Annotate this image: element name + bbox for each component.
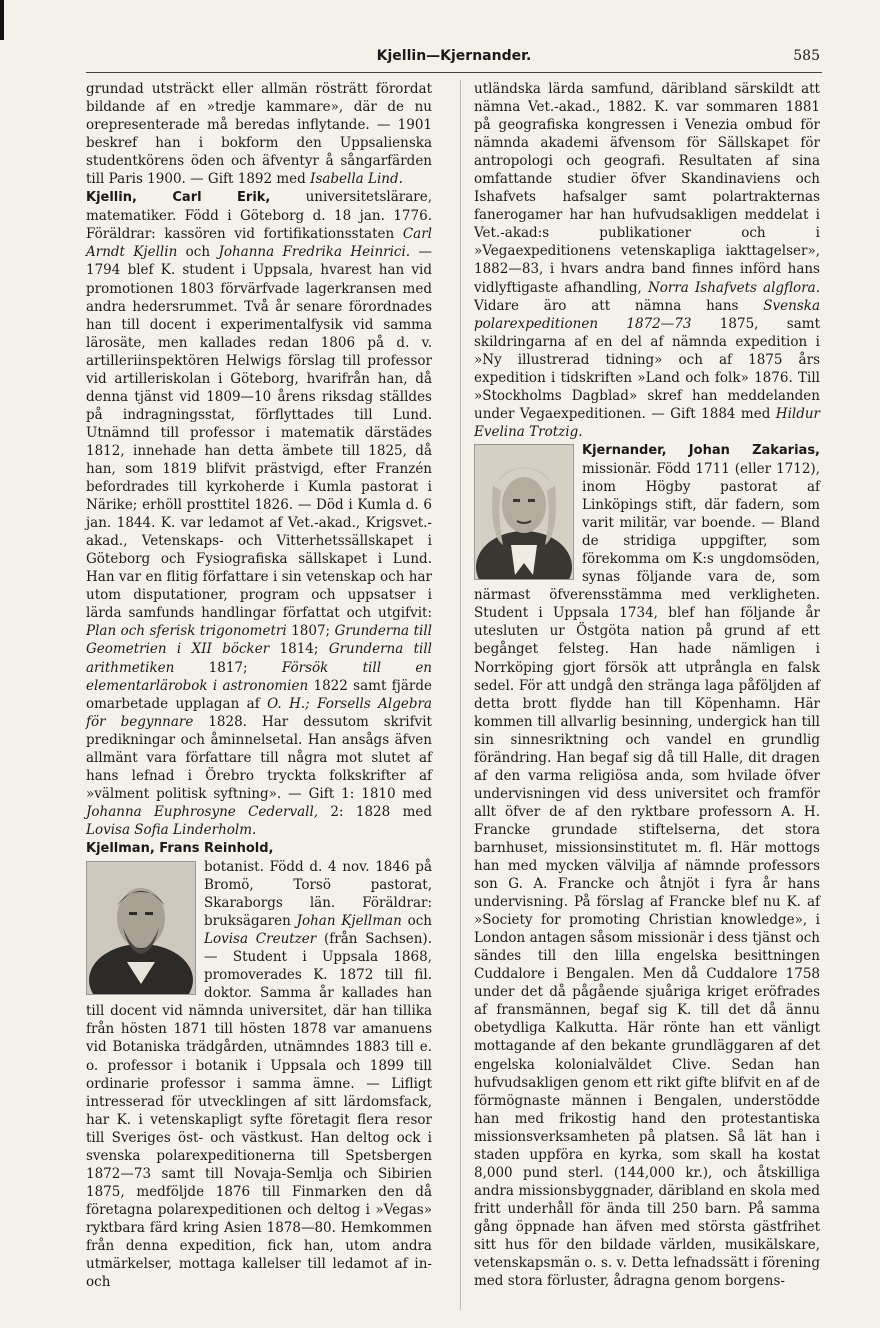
entry-text: 1814; <box>269 641 329 658</box>
entry-text: 1822 samt fjärde omarbetade upplagan af <box>86 677 432 712</box>
entry-text: 1817; <box>174 659 282 676</box>
work-title: Norra Ishafvets algflora. <box>647 279 820 296</box>
binding-edge <box>0 0 4 40</box>
work-title: Grunderna till arithmetiken <box>86 641 432 676</box>
page-header <box>86 48 822 70</box>
mother-name: Johanna Fredrika Heinrici. <box>218 244 411 261</box>
entry-text: missionär. Född 1711 (eller 1712), inom Högby pastorat af Linköpings stift, där fadern, som varit militär, var boende. — Bland de stridiga uppgifter, som förekomma om K:s ungdomsöden, synas följande vara de, som närmast öfverensstämma med verkligheten. Student i Uppsala 1734, blef han följande år utesluten ur Östgöta nation på grund af ett begånget felsteg. Han hade nämligen i Norrköping gjort försök att utprångla en falsk sedel. För att undgå den stränga laga påföljden af detta brott flydde han till Köpenhamn. Här kommen till allvarlig besinning, undergick han till sin sinnesriktning och vandel en grundlig förändring. Han begaf sig då till Halle, dit dragen af den varma religiösa anda, som hvilade öfver undervisningen vid dess universitet och framför allt öfver de af den ryktbare professorn A. H. Francke grundade stiftelserna, det stora barnhuset, missionsinstitutet m. fl. Här mottogs han med mycken välvilja af nämnde professors son G. A. Francke och åtnjöt i fyra år hans undervisning. På förslag af Francke blef nu K. af »Society for promoting Christian knowledge», i London antagen såsom missionär i dess tjänst och sändes till den lilla engelska besittningen Cuddalore i Bengalen. Men då Cuddalore 1758 under det då pågående sjuåriga kriget eröfrades af fransmännen, begaf sig K. till det då ännu obetydliga Kalkutta. Här rönte han ett vänligt mottagande af den bekante grundläggaren af det engelska kolonialväldet Clive. Sedan han hufvudsakligen genom ett rikt gifte blifvit en af de förmögnaste männen i Bengalen, understödde han med frikostig hand den protestantiska missionsverksamheten på platsen. Så lät han i staden uppföra en kyrka, som skall ha kostat 8,000 pund sterl. (144,000 kr.), och åtskilliga andra missionsbyggnader, däribland en skola med fritt underhåll för ända till 250 barn. På samma gång öppnade han äfven med största gästfrihet sitt hus för den bildade världen, musikälskare, vetenskapsmän o. s. v. Detta lefnadssätt i förening med stora förluster, ådragna genom borgens- <box>474 460 820 1290</box>
entry-text: och <box>177 244 219 261</box>
mother-name: Lovisa Creutzer <box>204 931 317 948</box>
entry-text: (från Sachsen). — Student i Uppsala 1868, promoverades K. 1872 till fil. doktor. Samma år kallades han till docent vid nämnda universitet, där han tillika från hösten 1871 till hösten 1878 var amanuens vid Botaniska trädgården, utnämndes 1883 till e. o. professor i botanik i Uppsala och 1899 till ordinarie professor i samma ämne. — Lifligt intresserad för utvecklingen af sitt lärdomsfack, har K. i vetenskapligt syfte företagit flera resor till Sveriges öst- och västkust. Han deltog ock i svenska polarexpeditionerna till Spetsbergen 1872—73 samt till Novaja-Semlja och Sibirien 1875, medföljde 1876 till Finmarken den då företagna polarexpeditionen och deltog i »Vegas» ryktbara färd kring Asien 1878—80. Hemkommen från denna expedition, fick han, utom andra utmärkelser, mottaga kallelser till ledamot af in- och <box>86 931 432 1291</box>
entry-text: 2: 1828 med <box>318 803 432 820</box>
column-divider <box>460 80 461 1310</box>
portrait-kjellman <box>86 861 196 995</box>
entry-text: botanist. Född d. 4 nov. 1846 på Bromö, Torsö pastorat, Skaraborgs län. Föräldrar: bruksägaren <box>204 859 432 930</box>
entry-continuation <box>86 80 432 188</box>
entry-text: och <box>401 913 432 930</box>
left-column <box>86 80 432 1291</box>
father-name: Johan Kjellman <box>296 913 402 930</box>
entry-text: universitetslärare, matematiker. Född i Göteborg d. 18 jan. 1776. Föräldrar: kassören vid fortifikationsstaten <box>86 189 432 243</box>
spouse-name: Johanna Euphrosyne Cedervall, <box>86 803 319 820</box>
entry-text: 1807; <box>286 623 335 640</box>
entry-headword: Kjellman, Frans Reinhold, <box>86 840 274 856</box>
running-head: Kjellin—Kjernander. <box>376 48 532 64</box>
entry-kjernander <box>474 441 820 1290</box>
entry-text: — 1794 blef K. student i Uppsala, hvarest han vid promotionen 1803 förvärfvade lagerkransen med andra hedersrummet. Två år senare förordnades han till docent i experimentalfysik vid samma lärosäte, men kallades redan 1806 på d. v. artilleriinspektören Helwigs förslag till professor vid artilleriskolan i Göteborg, hvarifrån han, då denna tjänst vid 1809—10 årens riksdag ställdes på indragningsstat, förflyttades till Lund. Utnämnd till professor i matematik därstädes 1812, innehade han detta ämbete till 1825, då han, som 1819 blifvit prästvigd, efter Franzén befordrades till kyrkoherde i Kumla pastorat i Närike; erhöll prosttitel 1826. — Död i Kumla d. 6 jan. 1844. K. var ledamot af Vet.-akad., Krigsvet.-akad., Vetenskaps- och Vitterhetssällskapet i Göteborg och Fysiografiska sällskapet i Lund. Han var en flitig författare i sin vetenskap och har utom disputationer, program och uppsatser i lärda samfunds handlingar författat och utgifvit: <box>86 244 432 622</box>
entry-text: grundad utsträckt eller allmän rösträtt förordat bildande af en »tredje kammare», där de nu orepresenterade må beredas inflytande. — 1901 beskref han i bokform den Uppsalienska studentkörens öden och äfventyr å sångarfärden till Paris 1900. — Gift 1892 med <box>86 81 432 188</box>
spouse-name: Lovisa Sofia Linderholm. <box>86 821 257 838</box>
entry-headword: Kjellin, Carl Erik, <box>86 190 271 206</box>
spouse-name: Hildur Evelina Trotzig. <box>474 405 820 440</box>
portrait-illustration <box>475 445 573 579</box>
work-title: Försök till en elementarlärobok i astronomien <box>86 659 432 694</box>
portrait-kjernander <box>474 444 574 580</box>
entry-text: utländska lärda samfund, däribland särskildt att nämna Vet.-akad., 1882. K. var sommaren 1881 på geografiska kongressen i Venezia ombud för nämnda akademi äfvensom för Sällskapet för antropologi och geografi. Resultaten af sina omfattande studier öfver Skandinaviens och Ishafvets hafsalger samt polartrakternas fanerogamer har han hufvudsakligen meddelat i Vet.-akad:s publikationer och i »Vegaexpeditionens vetenskapliga iakttagelser», 1882—83, i hvars andra band finnes införd hans vidlyftigaste afhandling, <box>474 81 820 296</box>
entry-text: Vidare äro att nämna hans <box>474 297 764 314</box>
entry-text: 1875, samt skildringarna af en del af nämnda expedition i »Ny illustrerad tidning» och af 1875 års expedition i tidskriften »Land och folk» 1876. Till »Stockholms Dagblad» skref han meddelanden under Vegaexpeditionen. — Gift 1884 med <box>474 315 821 422</box>
portrait-illustration <box>87 862 195 994</box>
header-rule <box>86 72 822 73</box>
father-name: Carl Arndt Kjellin <box>86 226 432 261</box>
work-title: Plan och sferisk trigonometri <box>86 623 287 640</box>
entry-text: 1828. Har dessutom skrifvit predikningar och åminnelsetal. Han ansågs äfven allmänt vara författare till några mot slutet af hans lefnad i Örebro tryckta folkskrifter af »välment politisk syftning». — Gift 1: 1810 med <box>86 713 432 802</box>
entry-headword: Kjernander, Johan Zakarias, <box>582 442 820 458</box>
entry-kjellman <box>86 839 432 1291</box>
right-column <box>474 80 820 1290</box>
work-title: Svenska polarexpeditionen 1872—73 <box>474 297 820 332</box>
page-number: 585 <box>793 48 820 64</box>
spouse-name: Isabella Lind. <box>310 171 403 188</box>
work-title: O. H.; Forsells Algebra för begynnare <box>86 695 432 730</box>
work-title: Grunderna till Geometrien i XII böcker <box>86 623 432 658</box>
entry-kjellman-continued <box>474 80 820 441</box>
entry-kjellin <box>86 188 432 839</box>
